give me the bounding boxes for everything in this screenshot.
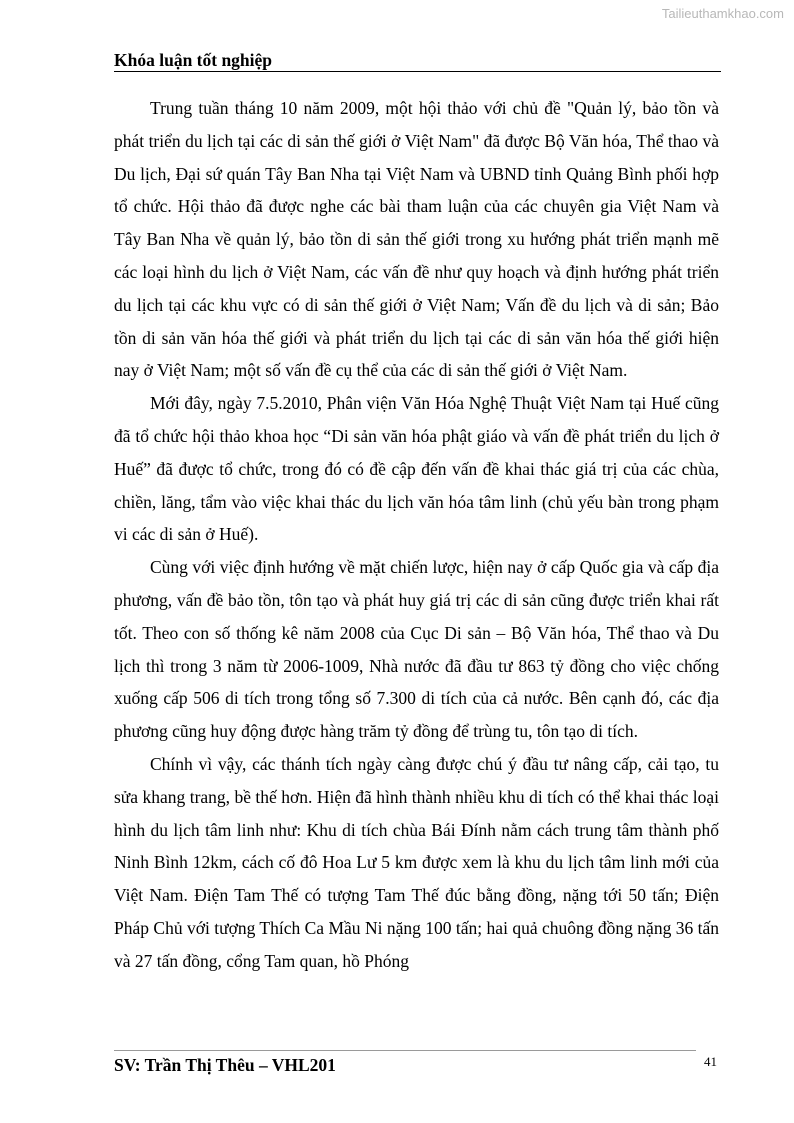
page-number: 41 xyxy=(704,1054,717,1069)
document-body xyxy=(114,92,719,978)
footer-student-name: SV: Trần Thị Thêu – VHL201 xyxy=(114,1055,336,1075)
paragraph: Mới đây, ngày 7.5.2010, Phân viện Văn Hóa Nghệ Thuật Việt Nam tại Huế cũng đã tổ chức hội thảo khoa học “Di sản văn hóa phật giáo và vấn đề phát triển du lịch ở Huế” đã được tổ chức, trong đó có đề cập đến vấn đề khai thác giá trị của các chùa, chiền, lăng, tẩm vào việc khai thác du lịch văn hóa tâm linh (chủ yếu bàn trong phạm vi các di sản ở Huế). xyxy=(114,393,719,545)
watermark-text: Tailieuthamkhao.com xyxy=(661,6,784,21)
footer-divider xyxy=(114,1050,696,1051)
paragraph: Cùng với việc định hướng về mặt chiến lược, hiện nay ở cấp Quốc gia và cấp địa phương, vấn đề bảo tồn, tôn tạo và phát huy giá trị các di sản cũng được triển khai rất tốt. Theo con số thống kê năm 2008 của Cục Di sản – Bộ Văn hóa, Thể thao và Du lịch thì trong 3 năm từ 2006-1009, Nhà nước đã đầu tư 863 tỷ đồng cho việc chống xuống cấp 506 di tích trong tổng số 7.300 di tích của cả nước. Bên cạnh đó, các địa phương cũng huy động được hàng trăm tỷ đồng để trùng tu, tôn tạo di tích. xyxy=(114,557,719,742)
header-divider xyxy=(114,71,721,72)
paragraph: Trung tuần tháng 10 năm 2009, một hội thảo với chủ đề "Quản lý, bảo tồn và phát triển du lịch tại các di sản thế giới ở Việt Nam" đã được Bộ Văn hóa, Thể thao và Du lịch, Đại sứ quán Tây Ban Nha tại Việt Nam và UBND tỉnh Quảng Bình phối hợp tổ chức. Hội thảo đã được nghe các bài tham luận của các chuyên gia Việt Nam và Tây Ban Nha về quản lý, bảo tồn di sản thế giới trong xu hướng phát triển mạnh mẽ các loại hình du lịch ở Việt Nam, các vấn đề như quy hoạch và định hướng phát triển du lịch tại các khu vực có di sản thế giới ở Việt Nam; Vấn đề du lịch và di sản; Bảo tồn di sản văn hóa thế giới và phát triển du lịch tại các di sản văn hóa thế giới hiện nay ở Việt Nam; một số vấn đề cụ thể của các di sản thế giới ở Việt Nam. xyxy=(114,98,719,381)
page-header-title: Khóa luận tốt nghiệp xyxy=(114,50,273,70)
paragraph: Chính vì vậy, các thánh tích ngày càng được chú ý đầu tư nâng cấp, cải tạo, tu sửa khang trang, bề thế hơn. Hiện đã hình thành nhiều khu di tích có thể khai thác loại hình du lịch tâm linh như: Khu di tích chùa Bái Đính nằm cách trung tâm thành phố Ninh Bình 12km, cách cố đô Hoa Lư 5 km được xem là khu du lịch tâm linh mới của Việt Nam. Điện Tam Thế có tượng Tam Thế đúc bằng đồng, nặng tới 50 tấn; Điện Pháp Chủ với tượng Thích Ca Mầu Ni nặng 100 tấn; hai quả chuông đồng nặng 36 tấn và 27 tấn đồng, cổng Tam quan, hồ Phóng xyxy=(114,753,719,971)
